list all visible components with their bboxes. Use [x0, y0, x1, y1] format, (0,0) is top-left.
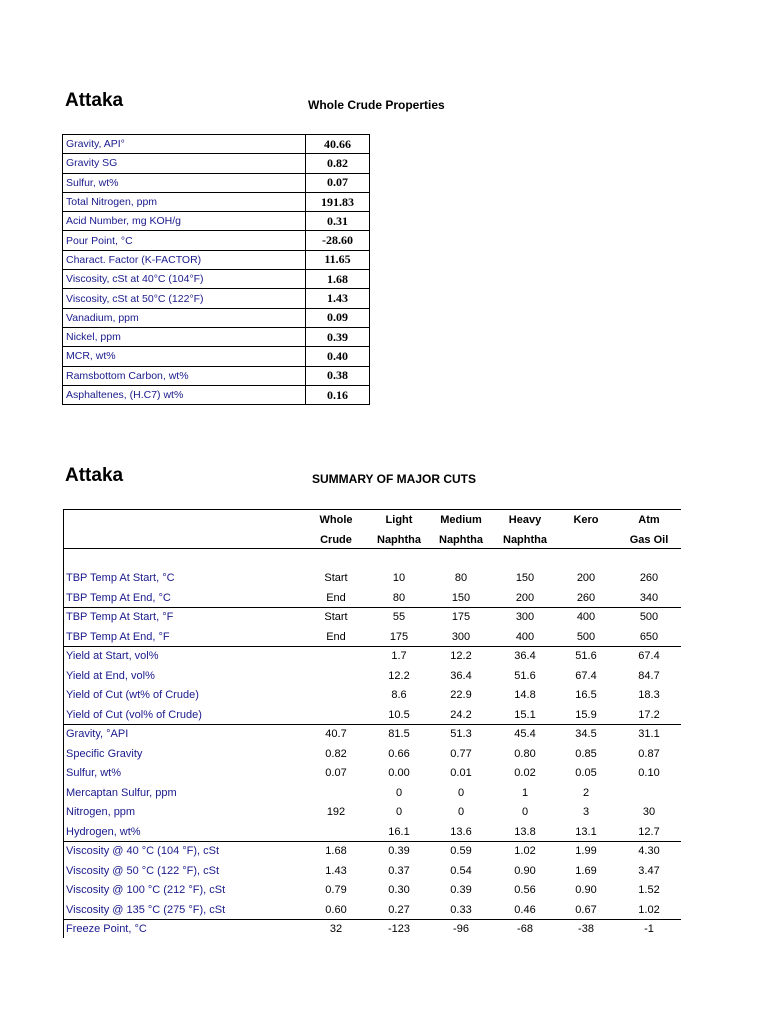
- row-value: 400: [576, 611, 596, 623]
- column-header: Crude: [320, 534, 352, 546]
- row-value: 400: [515, 630, 535, 643]
- row-value: 0.39: [388, 845, 410, 857]
- row-value: 4.30: [638, 845, 660, 857]
- column-header: Atm: [638, 514, 660, 526]
- row-value: 0.05: [575, 767, 597, 779]
- group-divider: [64, 646, 681, 647]
- group-divider: [64, 724, 681, 725]
- row-value: 0: [521, 806, 529, 818]
- row-value: 300: [451, 630, 471, 643]
- row-value: 67.4: [638, 650, 660, 662]
- property-value: 0.39: [306, 327, 370, 346]
- property-label: Viscosity, cSt at 50°C (122°F): [63, 289, 306, 308]
- row-value: 22.9: [450, 689, 472, 701]
- property-label: Total Nitrogen, ppm: [63, 192, 306, 211]
- row-label: TBP Temp At Start, °F: [66, 611, 174, 623]
- row-value: 260: [576, 591, 596, 604]
- row-value: 0.46: [514, 903, 536, 916]
- row-value: 0.33: [450, 903, 472, 916]
- row-label: Hydrogen, wt%: [66, 825, 141, 838]
- property-value: 0.07: [306, 173, 370, 192]
- row-value: 13.1: [575, 825, 597, 838]
- property-value: 0.31: [306, 212, 370, 231]
- row-value: 1.02: [514, 845, 536, 857]
- row-value: 24.2: [450, 708, 472, 721]
- row-label: Viscosity @ 100 °C (212 °F), cSt: [66, 884, 226, 896]
- row-value: 200: [576, 572, 596, 584]
- property-row: [63, 270, 370, 289]
- row-value: -68: [517, 923, 533, 935]
- header-divider: [64, 548, 681, 549]
- row-value: 0: [457, 786, 465, 799]
- property-row: [63, 385, 370, 404]
- property-label: Gravity, API°: [63, 135, 306, 154]
- property-value: 1.68: [306, 270, 370, 289]
- property-row: [63, 173, 370, 192]
- property-label: Nickel, ppm: [63, 327, 306, 346]
- row-value: 0.27: [388, 903, 410, 916]
- row-value: 40.7: [325, 728, 347, 740]
- property-value: -28.60: [306, 231, 370, 250]
- section2-title: Attaka: [65, 465, 124, 486]
- row-value: 0.02: [514, 767, 536, 779]
- property-value: 40.66: [306, 135, 370, 154]
- row-label: Yield of Cut (vol% of Crude): [66, 708, 202, 721]
- row-value: 0.66: [388, 747, 410, 760]
- row-value: 0.59: [450, 845, 472, 857]
- row-value: Start: [324, 611, 348, 623]
- row-value: -38: [578, 923, 594, 935]
- row-value: 36.4: [514, 650, 536, 662]
- row-label: Viscosity @ 135 °C (275 °F), cSt: [66, 903, 226, 916]
- property-row: [63, 192, 370, 211]
- column-header: Light: [385, 514, 413, 526]
- property-value: 0.40: [306, 347, 370, 366]
- section1-subtitle: Whole Crude Properties: [308, 98, 445, 112]
- row-value: 0.07: [325, 767, 347, 779]
- row-value: End: [326, 630, 346, 643]
- column-header: Naphtha: [503, 534, 547, 546]
- property-row: [63, 289, 370, 308]
- row-value: 8.6: [391, 689, 407, 701]
- row-value: 0.82: [325, 747, 347, 760]
- property-value: 11.65: [306, 250, 370, 269]
- row-value: 0.54: [450, 864, 472, 877]
- row-value: 1.02: [638, 903, 660, 916]
- property-row: [63, 154, 370, 173]
- row-value: 0: [395, 806, 403, 818]
- row-value: 500: [639, 611, 659, 623]
- row-value: 1.69: [575, 864, 597, 877]
- row-value: 175: [389, 630, 409, 643]
- row-value: 80: [454, 572, 468, 584]
- row-label: Yield at Start, vol%: [66, 650, 159, 662]
- property-label: Pour Point, °C: [63, 231, 306, 250]
- row-label: Yield at End, vol%: [66, 669, 155, 682]
- row-value: 1.7: [391, 650, 407, 662]
- group-divider: [64, 607, 681, 608]
- row-value: 0.77: [450, 747, 472, 760]
- row-value: 260: [639, 572, 659, 584]
- row-value: 192: [326, 806, 346, 818]
- group-divider: [64, 841, 681, 842]
- property-label: Viscosity, cSt at 40°C (104°F): [63, 270, 306, 289]
- row-value: 55: [392, 611, 406, 623]
- row-value: 1.99: [575, 845, 597, 857]
- row-value: -123: [387, 923, 411, 935]
- property-row: [63, 135, 370, 154]
- property-value: 0.38: [306, 366, 370, 385]
- row-label: Sulfur, wt%: [66, 767, 122, 779]
- property-row: [63, 250, 370, 269]
- column-header: Naphtha: [439, 534, 483, 546]
- row-value: 18.3: [638, 689, 660, 701]
- property-row: [63, 231, 370, 250]
- section1-title: Attaka: [65, 90, 124, 111]
- row-value: 30: [642, 806, 656, 818]
- row-value: Start: [324, 572, 348, 584]
- row-value: 34.5: [575, 728, 597, 740]
- property-label: Gravity SG: [63, 154, 306, 173]
- row-value: 10.5: [388, 708, 410, 721]
- property-row: [63, 308, 370, 327]
- row-value: 0.90: [575, 884, 597, 896]
- row-value: 1.68: [325, 845, 347, 857]
- row-value: 0.85: [575, 747, 597, 760]
- row-value: 1.52: [638, 884, 660, 896]
- property-label: Ramsbottom Carbon, wt%: [63, 366, 306, 385]
- row-value: 84.7: [638, 669, 660, 682]
- row-value: 0.60: [325, 903, 347, 916]
- row-value: 12.2: [388, 669, 410, 682]
- row-value: 0.10: [638, 767, 660, 779]
- row-value: 12.7: [638, 825, 660, 838]
- row-value: 650: [639, 630, 659, 643]
- property-label: Sulfur, wt%: [63, 173, 306, 192]
- row-label: Freeze Point, °C: [66, 923, 147, 935]
- row-value: 0.90: [514, 864, 536, 877]
- property-value: 1.43: [306, 289, 370, 308]
- section2-subtitle: SUMMARY OF MAJOR CUTS: [312, 472, 477, 486]
- row-value: 500: [576, 630, 596, 643]
- major-cuts-table: [63, 509, 681, 938]
- column-header: Whole: [319, 514, 353, 526]
- row-value: 200: [515, 591, 535, 604]
- row-value: 45.4: [514, 728, 536, 740]
- row-value: 15.9: [575, 708, 597, 721]
- row-value: 51.3: [450, 728, 472, 740]
- row-value: -96: [453, 923, 469, 935]
- row-value: 36.4: [450, 669, 472, 682]
- row-value: End: [326, 591, 346, 604]
- row-value: 0: [395, 786, 403, 799]
- row-label: Gravity, °API: [66, 728, 129, 740]
- property-row: [63, 212, 370, 231]
- property-row: [63, 366, 370, 385]
- row-value: 15.1: [514, 708, 536, 721]
- row-label: Viscosity @ 50 °C (122 °F), cSt: [66, 864, 220, 877]
- property-label: Vanadium, ppm: [63, 308, 306, 327]
- property-value: 0.16: [306, 385, 370, 404]
- column-header: Naphtha: [377, 534, 421, 546]
- property-row: [63, 327, 370, 346]
- row-value: 0.00: [388, 767, 410, 779]
- row-value: 0.79: [325, 884, 347, 896]
- row-value: 32: [329, 923, 343, 935]
- row-value: 12.2: [450, 650, 472, 662]
- row-value: 16.5: [575, 689, 597, 701]
- row-value: 0: [457, 806, 465, 818]
- row-value: 300: [515, 611, 535, 623]
- row-value: 0.87: [638, 747, 660, 760]
- row-value: 14.8: [514, 689, 536, 701]
- property-label: Asphaltenes, (H.C7) wt%: [63, 385, 306, 404]
- row-label: Nitrogen, ppm: [66, 806, 136, 818]
- row-value: 51.6: [575, 650, 597, 662]
- row-value: -1: [644, 923, 654, 935]
- row-label: Viscosity @ 40 °C (104 °F), cSt: [66, 845, 220, 857]
- row-value: 0.56: [514, 884, 536, 896]
- property-label: MCR, wt%: [63, 347, 306, 366]
- row-label: TBP Temp At Start, °C: [66, 572, 175, 584]
- row-label: Yield of Cut (wt% of Crude): [66, 689, 199, 701]
- property-value: 191.83: [306, 192, 370, 211]
- row-label: Mercaptan Sulfur, ppm: [66, 786, 177, 799]
- whole-crude-properties-table: [62, 134, 370, 405]
- row-label: Specific Gravity: [66, 747, 143, 760]
- row-value: 81.5: [388, 728, 410, 740]
- row-value: 67.4: [575, 669, 597, 682]
- row-value: 0.30: [388, 884, 410, 896]
- column-header: Kero: [573, 514, 599, 526]
- row-value: 1.43: [325, 864, 347, 877]
- column-header: Heavy: [508, 514, 542, 526]
- group-divider: [64, 919, 681, 920]
- row-value: 3: [582, 806, 590, 818]
- row-value: 0.37: [388, 864, 410, 877]
- row-value: 340: [639, 591, 659, 604]
- row-value: 13.8: [514, 825, 536, 838]
- row-value: 1: [521, 786, 529, 799]
- row-value: 0.01: [450, 767, 472, 779]
- property-label: Charact. Factor (K-FACTOR): [63, 250, 306, 269]
- row-value: 3.47: [638, 864, 660, 877]
- row-value: 0.80: [514, 747, 536, 760]
- property-label: Acid Number, mg KOH/g: [63, 212, 306, 231]
- row-value: 10: [392, 572, 406, 584]
- row-label: TBP Temp At End, °C: [66, 591, 171, 604]
- row-value: 80: [392, 591, 406, 604]
- row-value: 0.67: [575, 903, 597, 916]
- row-value: 16.1: [388, 825, 410, 838]
- property-value: 0.09: [306, 308, 370, 327]
- row-value: 0.39: [450, 884, 472, 896]
- row-value: 150: [515, 572, 535, 584]
- row-label: TBP Temp At End, °F: [66, 630, 170, 643]
- row-value: 2: [582, 786, 590, 799]
- column-header: Gas Oil: [629, 534, 669, 546]
- property-row: [63, 347, 370, 366]
- row-value: 175: [451, 611, 471, 623]
- row-value: 17.2: [638, 708, 660, 721]
- property-value: 0.82: [306, 154, 370, 173]
- row-value: 13.6: [450, 825, 472, 838]
- row-value: 51.6: [514, 669, 536, 682]
- column-header: Medium: [440, 514, 482, 526]
- row-value: 31.1: [638, 728, 660, 740]
- row-value: 150: [451, 591, 471, 604]
